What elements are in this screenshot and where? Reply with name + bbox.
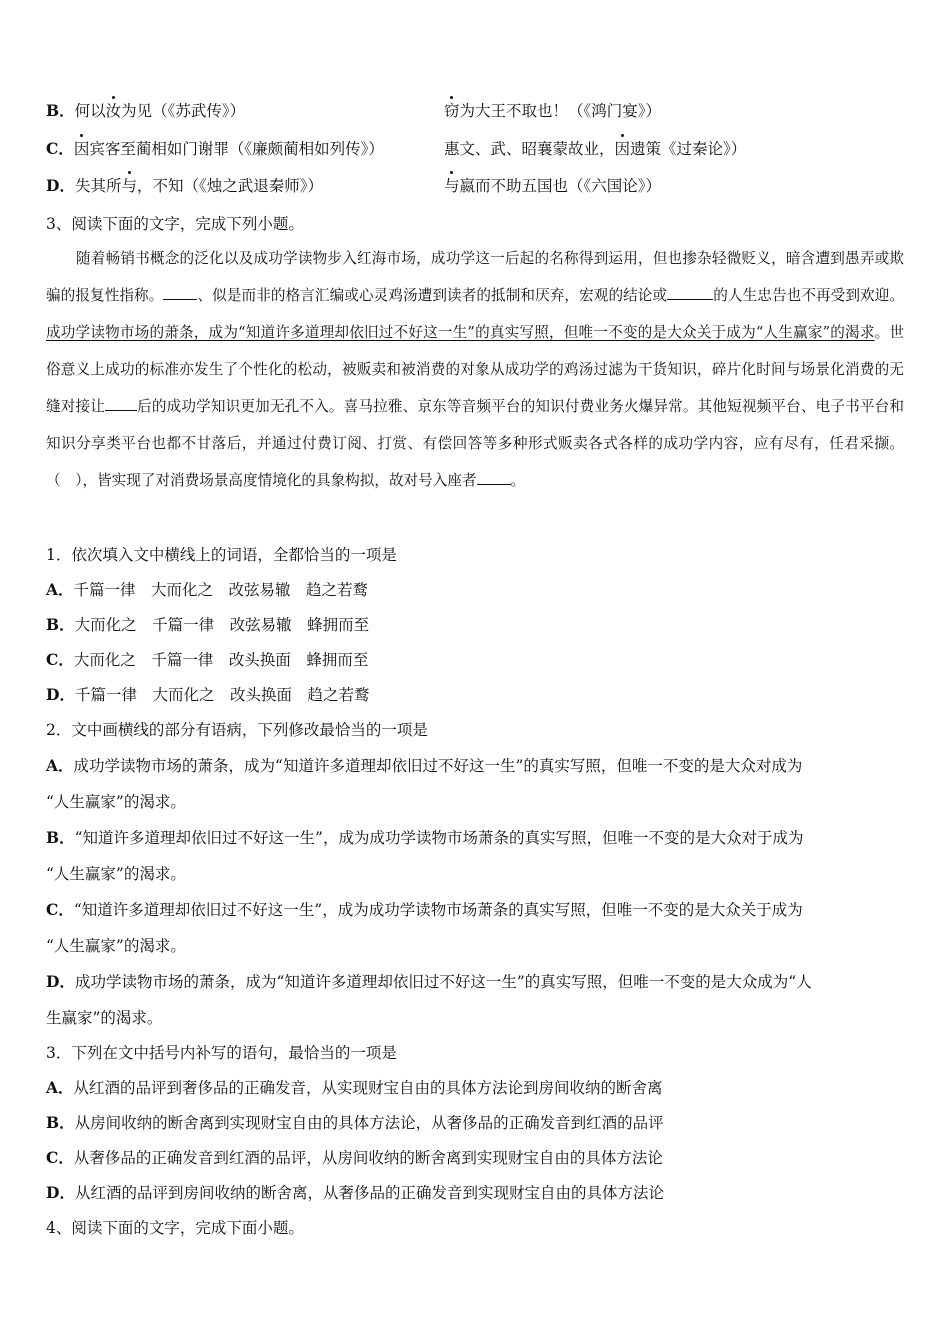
option-label: A． [46, 580, 74, 599]
sub3-option-a [46, 1078, 663, 1098]
q2-option-d-right [444, 176, 661, 196]
dotted-char: 因 [614, 140, 631, 158]
sub1-question: 1．依次填入文中横线上的词语，全都恰当的一项是 [46, 546, 397, 564]
option-label: D． [46, 1183, 75, 1202]
sub2-option-d [46, 972, 812, 992]
option-text: ，不知（《烛之武退秦师》） [136, 177, 323, 195]
option-text: 惠文、武、昭襄蒙故业， [444, 140, 615, 158]
option-label: B． [46, 828, 75, 847]
passage-text: 。世俗意义上成功的标准亦发生了个性化的松动，被贩卖和被消费的对象从成功学的鸡汤过滤为干货知识，碎片化时间与场景化消费的无缝对接让 [46, 324, 904, 415]
option-label: A． [46, 1078, 74, 1097]
option-text: 成功学读物市场的萧条，成为“知道许多道理却依旧过不好这一生”的真实写照，但唯一不变的是大众对成为 [73, 757, 803, 775]
option-text: 从红酒的品评到奢侈品的正确发音，从实现财宝自由的具体方法论到房间收纳的断舍离 [73, 1079, 663, 1097]
dotted-char: 与 [444, 177, 460, 195]
option-label: B． [46, 101, 75, 120]
fill-blank [667, 285, 705, 300]
dotted-char: 与 [121, 177, 137, 195]
option-text: 千篇一律 大而化之 改头换面 趋之若鹜 [74, 686, 370, 704]
passage-text: 随着畅销书概念的泛化以及成功学读物步入红海市场，成功学这一后起的名称得到运用，但也掺杂轻微贬义，暗含遭到愚弄或欺骗的报复性指称。 [46, 250, 904, 304]
option-text: 从奢侈品的正确发音到红酒的品评，从房间收纳的断舍离到实现财宝自由的具体方法论 [73, 1149, 663, 1167]
passage-text: 的人生忠告也不再受到欢迎。 [713, 287, 904, 304]
sub1-option-c [46, 650, 368, 670]
fill-blank [163, 285, 197, 300]
option-text: 从房间收纳的断舍离到实现财宝自由的具体方法论，从奢侈品的正确发音到红酒的品评 [74, 1114, 664, 1132]
option-text: 大而化之 千篇一律 改头换面 蜂拥而至 [73, 651, 369, 669]
sub2-option-b-cont: “人生赢家”的渴求。 [46, 865, 186, 883]
dotted-char: 窃 [444, 102, 460, 120]
sub2-option-d-cont: 生赢家”的渴求。 [46, 1009, 163, 1027]
option-label: C． [46, 650, 74, 669]
sub3-option-b [46, 1113, 664, 1133]
sub1-option-d [46, 685, 369, 705]
sub3-option-d [46, 1183, 664, 1203]
sub2-question: 2．文中画横线的部分有语病，下列修改最恰当的一项是 [46, 721, 428, 739]
underlined-sentence: 成功学读物市场的萧条，成为“知道许多道理却依旧过不好这一生”的真实写照，但唯一不变的是大众关于成为“人生赢家”的渴求 [46, 324, 875, 341]
dotted-char: 因 [73, 140, 90, 158]
sub2-option-b [46, 828, 803, 848]
sub2-option-a-cont: “人生赢家”的渴求。 [46, 793, 186, 811]
option-label: D． [46, 685, 75, 704]
option-text: 嬴而不助五国也（《六国论》） [459, 177, 662, 195]
option-text: “知道许多道理却依旧过不好这一生”，成为成功学读物市场萧条的真实写照，但唯一不变的是大众关于成为 [73, 901, 803, 919]
passage-text: 后的成功学知识更加无孔不入。喜马拉雅、京东等音频平台的知识付费业务火爆异常。其他短视频平台、电子书平台和知识分享类平台也都不甘落后，并通过付费订阅、打赏、有偿回答等多种形式贩卖各式各样的成功学内容，应有尽有，任君采撷。（ ），皆实现了对消费场景高度情境化的具象构拟，故对号入座者 [46, 398, 904, 489]
option-label: B． [46, 615, 75, 634]
fill-blank [105, 396, 137, 411]
q2-option-d-left [46, 176, 323, 196]
option-label: C． [46, 139, 74, 158]
option-label: C． [46, 900, 74, 919]
q4-intro: 4、阅读下面的文字，完成下面小题。 [46, 1219, 304, 1237]
passage-text: 。 [510, 472, 526, 489]
q2-option-c-right [444, 139, 746, 159]
dotted-char: 汝 [105, 102, 122, 120]
sub3-option-c [46, 1148, 663, 1168]
option-text: 大而化之 千篇一律 改弦易辙 蜂拥而至 [74, 616, 370, 634]
option-text: “知道许多道理却依旧过不好这一生”，成为成功学读物市场萧条的真实写照，但唯一不变的是大众对于成为 [74, 829, 804, 847]
sub2-option-c [46, 900, 803, 920]
sub1-option-a [46, 580, 368, 600]
q2-option-c-left [46, 139, 384, 159]
fill-blank [705, 285, 713, 300]
option-label: D． [46, 176, 75, 195]
q2-option-b-right [444, 101, 661, 121]
option-label: A． [46, 756, 74, 775]
fill-blank [477, 470, 511, 485]
option-text: 遗策《过秦论》） [630, 140, 747, 158]
passage-text: 、似是而非的格言汇编或心灵鸡汤遭到读者的抵制和厌弃，宏观的结论或 [197, 287, 668, 304]
option-text: 为大王不取也！（《鸿门宴》） [459, 102, 662, 120]
reading-passage [46, 240, 904, 499]
option-text: 何以 [74, 102, 106, 120]
sub2-option-c-cont: “人生赢家”的渴求。 [46, 937, 186, 955]
q2-option-b-left [46, 101, 245, 121]
option-text: 成功学读物市场的萧条，成为“知道许多道理却依旧过不好这一生”的真实写照，但唯一不变的是大众成为“人 [74, 973, 812, 991]
option-label: B． [46, 1113, 75, 1132]
option-label: D． [46, 972, 75, 991]
option-text: 为见（《苏武传》） [121, 102, 246, 120]
option-text: 千篇一律 大而化之 改弦易辙 趋之若鹜 [73, 581, 369, 599]
option-text: 宾客至蔺相如门谢罪（《廉颇蔺相如列传》） [89, 140, 384, 158]
q3-intro: 3、阅读下面的文字，完成下列小题。 [46, 215, 304, 233]
option-text: 失其所 [74, 177, 122, 195]
option-text: 从红酒的品评到房间收纳的断舍离，从奢侈品的正确发音到实现财宝自由的具体方法论 [74, 1184, 664, 1202]
sub3-question: 3．下列在文中括号内补写的语句，最恰当的一项是 [46, 1044, 397, 1062]
sub2-option-a [46, 756, 802, 776]
sub1-option-b [46, 615, 369, 635]
option-label: C． [46, 1148, 74, 1167]
